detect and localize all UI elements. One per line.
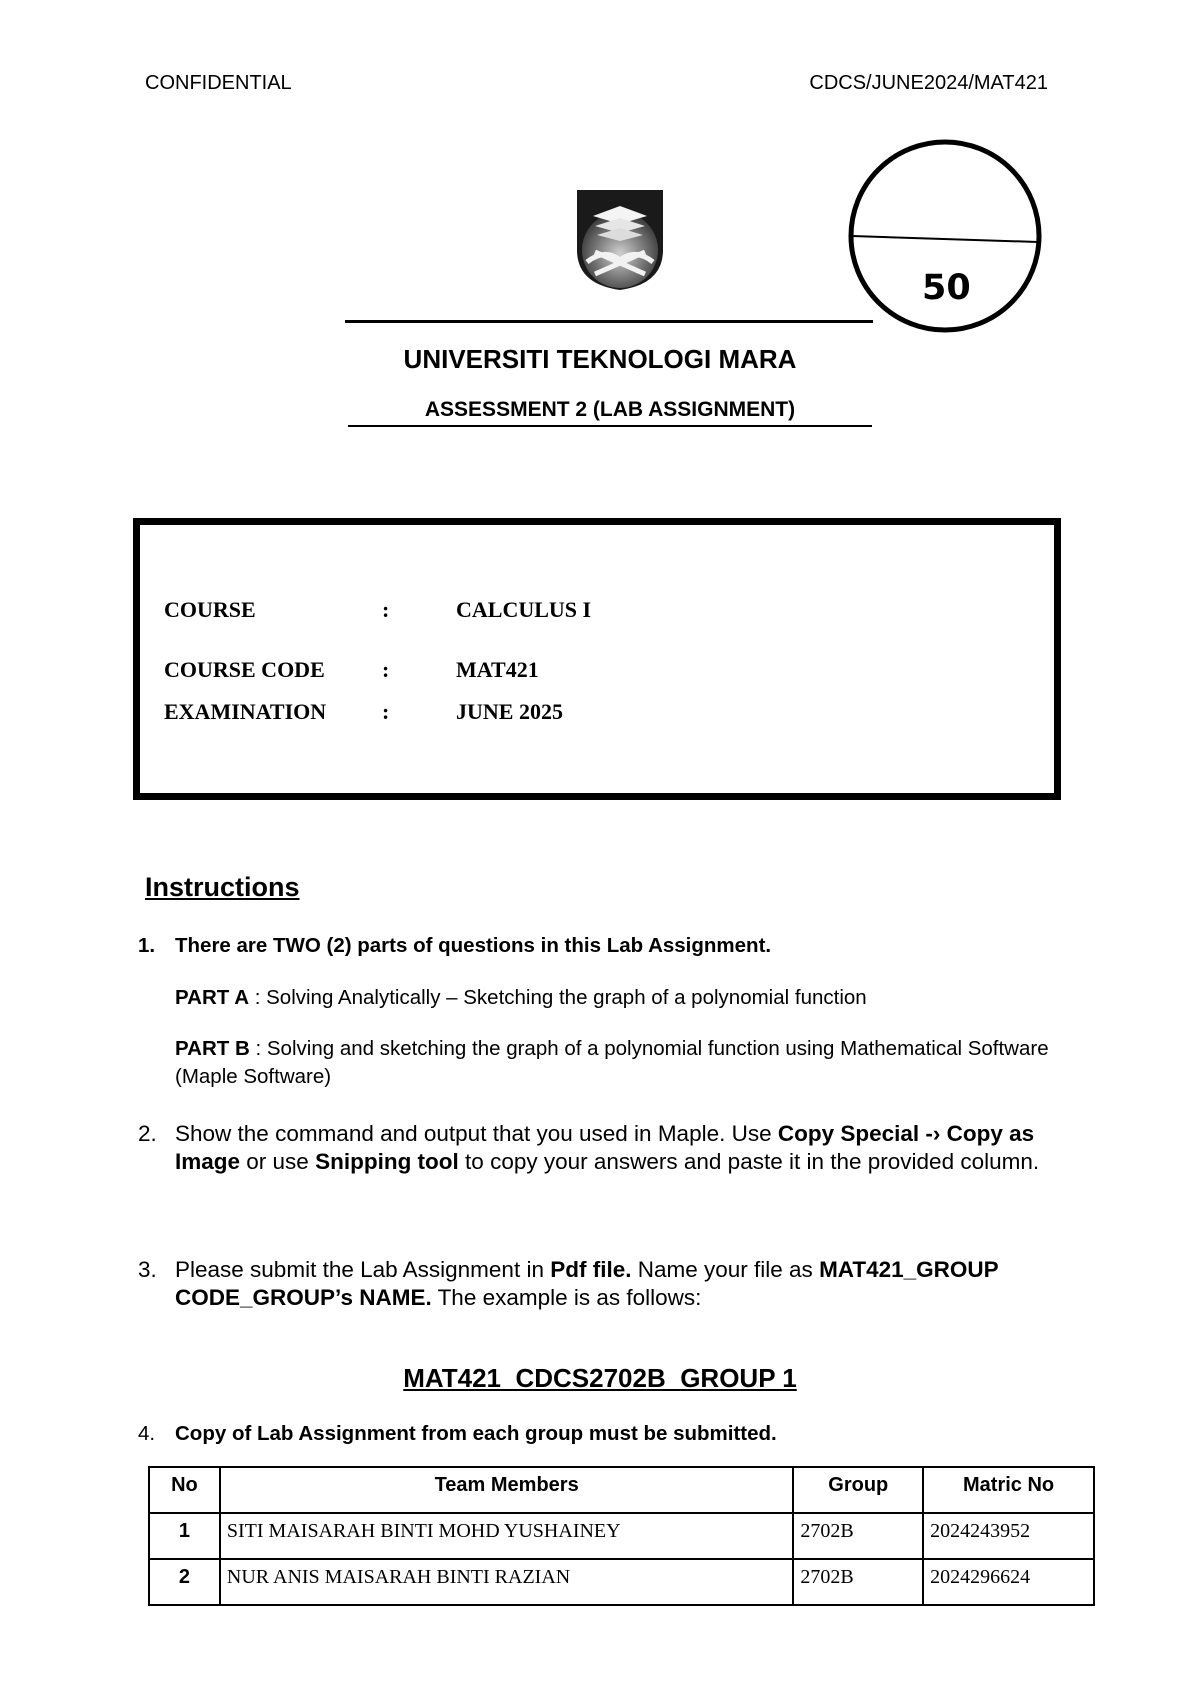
header-no: No	[149, 1467, 220, 1513]
item-number: 3.	[138, 1257, 157, 1282]
instructions-heading: Instructions	[145, 872, 300, 902]
table-row	[149, 1559, 1094, 1605]
member-matric: 2024296624	[923, 1559, 1094, 1605]
course-colon: :	[382, 597, 390, 622]
course-label: COURSE	[164, 597, 256, 622]
item-number: 2.	[138, 1121, 157, 1146]
examination-colon: :	[382, 699, 390, 724]
course-code-value: MAT421	[456, 657, 539, 682]
table-row	[149, 1513, 1094, 1559]
title-rule	[345, 320, 873, 323]
examination-value: JUNE 2025	[456, 699, 563, 724]
member-group: 2702B	[793, 1513, 923, 1559]
instruction-item-2	[138, 1120, 1073, 1176]
part-a-label: PART A	[175, 986, 250, 1009]
header-group: Group	[793, 1467, 923, 1513]
instruction-item-1	[138, 932, 1073, 1091]
instruction-text: Show the command and output that you used in Maple. Use	[175, 1121, 778, 1146]
score-total: 50	[922, 268, 971, 308]
team-members-table	[148, 1466, 1095, 1606]
course-value: CALCULUS I	[456, 597, 592, 622]
item-number: 1.	[138, 934, 156, 957]
header-matric-no: Matric No	[923, 1467, 1094, 1513]
instruction-bold: MAT421_GROUP CODE_GROUP’s NAME.	[175, 1257, 999, 1310]
instruction-bold: Copy Special -› Copy as Image	[175, 1121, 1035, 1174]
row-number: 1	[149, 1513, 220, 1559]
course-info-box	[133, 518, 1061, 800]
instruction-text: The example is as follows:	[431, 1285, 702, 1310]
member-name: SITI MAISARAH BINTI MOHD YUSHAINEY	[220, 1513, 793, 1559]
file-name-example: MAT421_CDCS2702B_GROUP 1	[403, 1363, 797, 1393]
member-name: NUR ANIS MAISARAH BINTI RAZIAN	[220, 1559, 793, 1605]
examination-label: EXAMINATION	[164, 699, 327, 724]
course-code-label: COURSE CODE	[164, 657, 325, 682]
instruction-item-3	[138, 1256, 1073, 1312]
member-group: 2702B	[793, 1559, 923, 1605]
part-b-label: PART B	[175, 1037, 250, 1060]
item-number: 4.	[138, 1422, 156, 1445]
member-matric: 2024243952	[923, 1513, 1094, 1559]
header-doc-code: CDCS/JUNE2024/MAT421	[809, 72, 1048, 94]
instruction-text: Please submit the Lab Assignment in	[175, 1257, 551, 1282]
row-number: 2	[149, 1559, 220, 1605]
instruction-bold: Snipping tool	[315, 1149, 459, 1174]
instruction-item-4	[138, 1420, 1073, 1448]
assessment-title: ASSESSMENT 2 (LAB ASSIGNMENT)	[348, 398, 872, 427]
instruction-text: Copy of Lab Assignment from each group must be submitted.	[175, 1422, 777, 1445]
part-b-line	[175, 1035, 1073, 1091]
instruction-text: to copy your answers and paste it in the provided column.	[458, 1149, 1040, 1174]
instruction-bold: Pdf file.	[550, 1257, 632, 1282]
part-a-text: : Solving Analytically – Sketching the graph of a polynomial function	[249, 986, 867, 1009]
instruction-text: or use	[240, 1149, 316, 1174]
header-confidential: CONFIDENTIAL	[145, 72, 292, 94]
part-a-line	[175, 984, 1073, 1012]
university-name: UNIVERSITI TEKNOLOGI MARA	[403, 344, 797, 374]
course-code-colon: :	[382, 657, 390, 682]
table-header-row	[149, 1467, 1094, 1513]
instruction-text: There are TWO (2) parts of questions in this Lab Assignment.	[175, 934, 772, 957]
header-team-members: Team Members	[220, 1467, 793, 1513]
part-b-text: : Solving and sketching the graph of a polynomial function using Mathematical Software (Maple Software)	[175, 1037, 1049, 1088]
instruction-text: Name your file as	[631, 1257, 820, 1282]
university-logo	[575, 188, 665, 292]
